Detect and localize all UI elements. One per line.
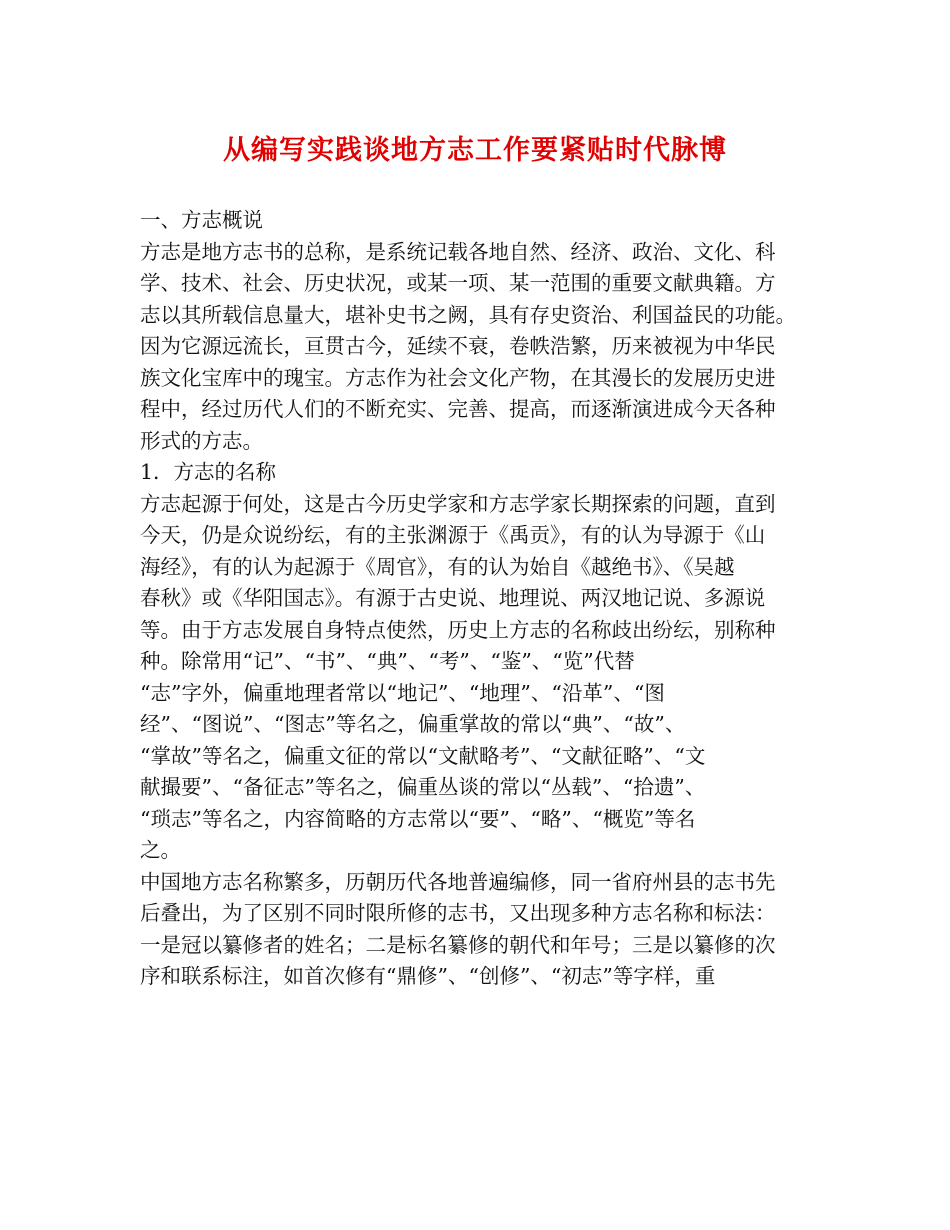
text-line: 方志是地方志书的总称，是系统记载各地自然、经济、政治、文化、科 — [140, 239, 776, 264]
text-line: 因为它源远流长，亘贯古今，延续不衰，卷帙浩繁，历来被视为中华民 — [140, 334, 776, 358]
text-line: 一、方志概说 — [140, 208, 263, 232]
document-body — [140, 205, 820, 993]
text-line: 族文化宝库中的瑰宝。方志作为社会文化产物，在其漫长的发展历史进 — [140, 365, 776, 390]
text-line: “琐志”等名之，内容简略的方志常以“要”、“略”、“概览”等名 — [140, 806, 696, 831]
text-line: 程中，经过历代人们的不断充实、完善、提高，而逐渐演进成今天各种 — [140, 397, 776, 421]
text-line: 中国地方志名称繁多，历朝历代各地普遍编修，同一省府州县的志书先 — [140, 869, 776, 894]
text-line: 形式的方志。 — [140, 428, 263, 453]
text-line: 方志起源于何处，这是古今历史学家和方志学家长期探索的问题，直到 — [140, 491, 776, 516]
text-line: 后叠出，为了区别不同时限所修的志书，又出现多种方志名称和标法： — [140, 901, 776, 925]
document-title: 从编写实践谈地方志工作要紧贴时代脉博 — [223, 135, 727, 166]
text-line: 学、技术、社会、历史状况，或某一项、某一范围的重要文献典籍。方 — [140, 271, 776, 295]
text-line: 献撮要”、“备征志”等名之，偏重丛谈的常以“丛载”、“拾遗”、 — [140, 775, 706, 799]
text-line: 今天，仍是众说纷纭，有的主张渊源于《禹贡》，有的认为导源于《山 — [140, 523, 766, 547]
text-line: 等。由于方志发展自身特点使然，历史上方志的名称歧出纷纭，别称种 — [140, 617, 776, 642]
text-line: 序和联系标注，如首次修有“鼎修”、“创修”、“初志”等字样，重 — [140, 964, 716, 988]
text-line: “志”字外，偏重地理者常以“地记”、“地理”、“沿革”、“图 — [140, 680, 665, 705]
text-line: 种。除常用“记”、“书”、“典”、“考”、“鉴”、“览”代替 — [140, 649, 635, 673]
text-line: 之。 — [140, 838, 181, 862]
text-line: 一是冠以纂修者的姓名；二是标名纂修的朝代和年号；三是以纂修的次 — [140, 932, 776, 957]
text-line: 经”、“图说”、“图志”等名之，偏重掌故的常以“典”、“故”、 — [140, 712, 686, 736]
text-line: 志以其所载信息量大，堪补史书之阙，具有存史资治、利国益民的功能。 — [140, 302, 796, 327]
text-line: “掌故”等名之，偏重文征的常以“文献略考”、“文献征略”、“文 — [140, 743, 706, 768]
text-line: 1．方志的名称 — [140, 460, 277, 484]
text-line: 春秋》或《华阳国志》。有源于古史说、地理说、两汉地记说、多源说 — [140, 586, 766, 610]
text-line: 海经》，有的认为起源于《周官》，有的认为始自《越绝书》、《吴越 — [140, 554, 735, 579]
